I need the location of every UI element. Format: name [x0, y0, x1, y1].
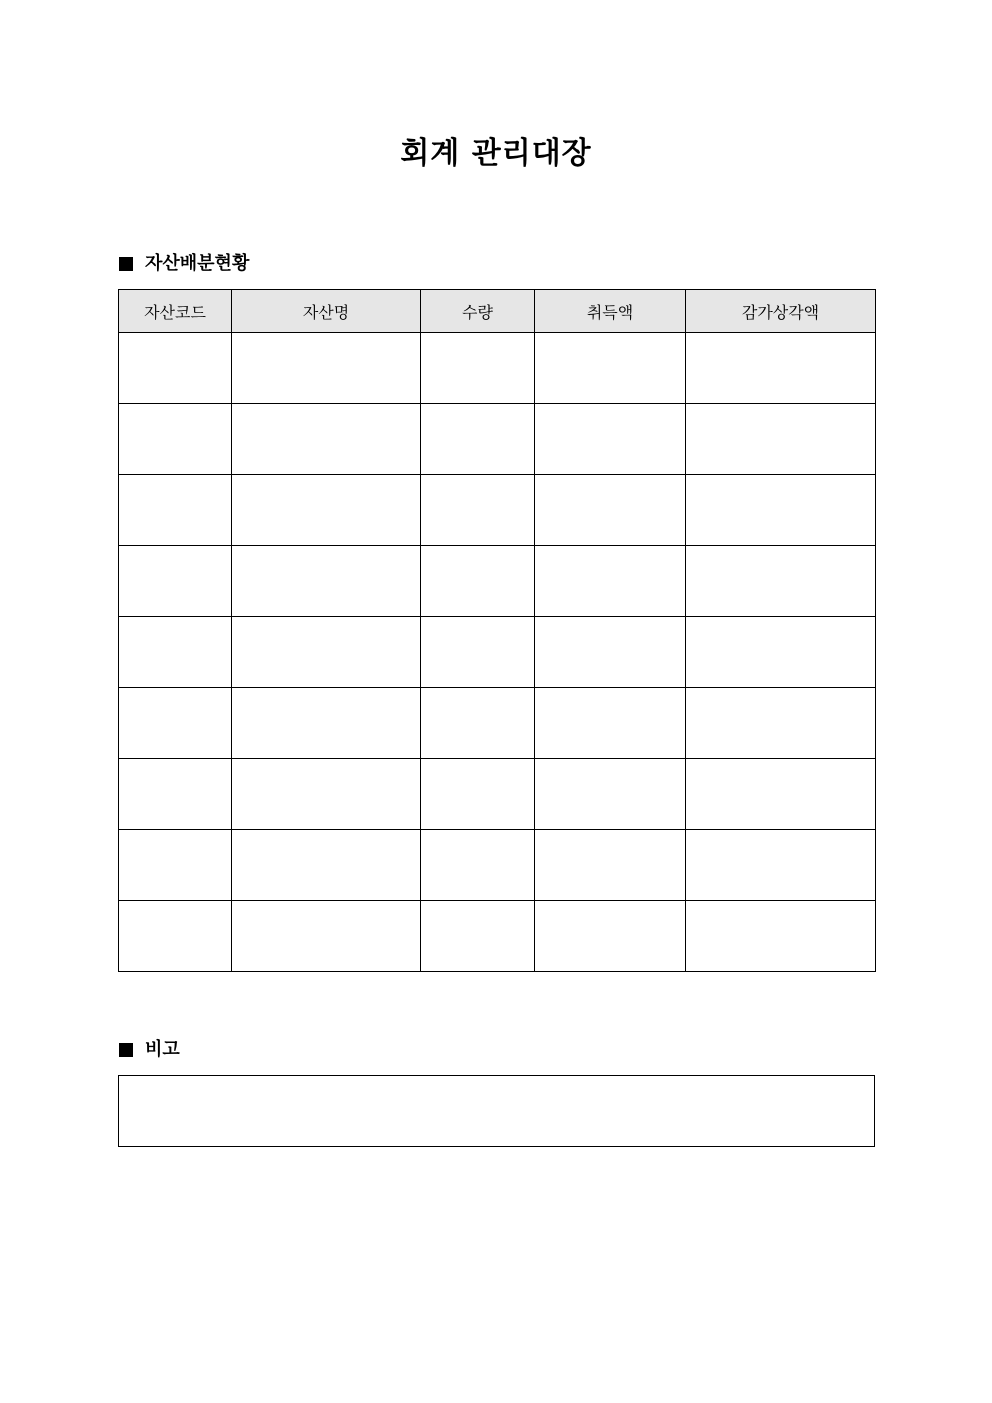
column-header-acquisition-cost: 취득액 — [535, 290, 686, 333]
column-header-depreciation: 감가상각액 — [686, 290, 876, 333]
cell-asset-name[interactable] — [232, 830, 421, 901]
cell-asset-code[interactable] — [119, 759, 232, 830]
cell-acquisition-cost[interactable] — [535, 475, 686, 546]
notes-section-title: 비고 — [145, 1039, 180, 1060]
black-square-bullet-icon — [119, 257, 133, 271]
table-row — [119, 404, 876, 475]
cell-asset-name[interactable] — [232, 333, 421, 404]
table-row — [119, 333, 876, 404]
cell-acquisition-cost[interactable] — [535, 617, 686, 688]
cell-quantity[interactable] — [421, 617, 535, 688]
cell-asset-name[interactable] — [232, 475, 421, 546]
cell-depreciation[interactable] — [686, 830, 876, 901]
cell-acquisition-cost[interactable] — [535, 546, 686, 617]
cell-depreciation[interactable] — [686, 759, 876, 830]
cell-acquisition-cost[interactable] — [535, 901, 686, 972]
cell-depreciation[interactable] — [686, 901, 876, 972]
cell-asset-name[interactable] — [232, 404, 421, 475]
cell-asset-name[interactable] — [232, 617, 421, 688]
table-row — [119, 901, 876, 972]
cell-asset-code[interactable] — [119, 475, 232, 546]
cell-asset-code[interactable] — [119, 688, 232, 759]
cell-quantity[interactable] — [421, 404, 535, 475]
cell-quantity[interactable] — [421, 475, 535, 546]
cell-depreciation[interactable] — [686, 688, 876, 759]
table-header-row — [119, 290, 876, 333]
cell-asset-code[interactable] — [119, 830, 232, 901]
asset-section-heading — [119, 252, 249, 276]
cell-quantity[interactable] — [421, 830, 535, 901]
table-row — [119, 546, 876, 617]
cell-depreciation[interactable] — [686, 617, 876, 688]
document-title: 회계 관리대장 — [400, 136, 592, 171]
table-row — [119, 830, 876, 901]
cell-depreciation[interactable] — [686, 546, 876, 617]
cell-asset-name[interactable] — [232, 688, 421, 759]
asset-section-title: 자산배분현황 — [145, 253, 250, 274]
cell-acquisition-cost[interactable] — [535, 759, 686, 830]
cell-quantity[interactable] — [421, 759, 535, 830]
cell-quantity[interactable] — [421, 333, 535, 404]
column-header-asset-name: 자산명 — [232, 290, 421, 333]
table-row — [119, 759, 876, 830]
table-row — [119, 617, 876, 688]
cell-quantity[interactable] — [421, 546, 535, 617]
cell-asset-name[interactable] — [232, 759, 421, 830]
cell-asset-name[interactable] — [232, 546, 421, 617]
cell-acquisition-cost[interactable] — [535, 333, 686, 404]
asset-allocation-table — [118, 289, 876, 972]
cell-asset-code[interactable] — [119, 404, 232, 475]
cell-asset-code[interactable] — [119, 617, 232, 688]
table-row — [119, 475, 876, 546]
table-row — [119, 688, 876, 759]
column-header-quantity: 수량 — [421, 290, 535, 333]
cell-depreciation[interactable] — [686, 333, 876, 404]
cell-acquisition-cost[interactable] — [535, 830, 686, 901]
notes-section-heading — [119, 1038, 180, 1062]
cell-quantity[interactable] — [421, 688, 535, 759]
cell-depreciation[interactable] — [686, 404, 876, 475]
cell-quantity[interactable] — [421, 901, 535, 972]
notes-box[interactable] — [118, 1075, 875, 1147]
column-header-asset-code: 자산코드 — [119, 290, 232, 333]
cell-asset-name[interactable] — [232, 901, 421, 972]
cell-asset-code[interactable] — [119, 901, 232, 972]
cell-asset-code[interactable] — [119, 333, 232, 404]
cell-depreciation[interactable] — [686, 475, 876, 546]
cell-acquisition-cost[interactable] — [535, 688, 686, 759]
cell-acquisition-cost[interactable] — [535, 404, 686, 475]
cell-asset-code[interactable] — [119, 546, 232, 617]
black-square-bullet-icon — [119, 1043, 133, 1057]
